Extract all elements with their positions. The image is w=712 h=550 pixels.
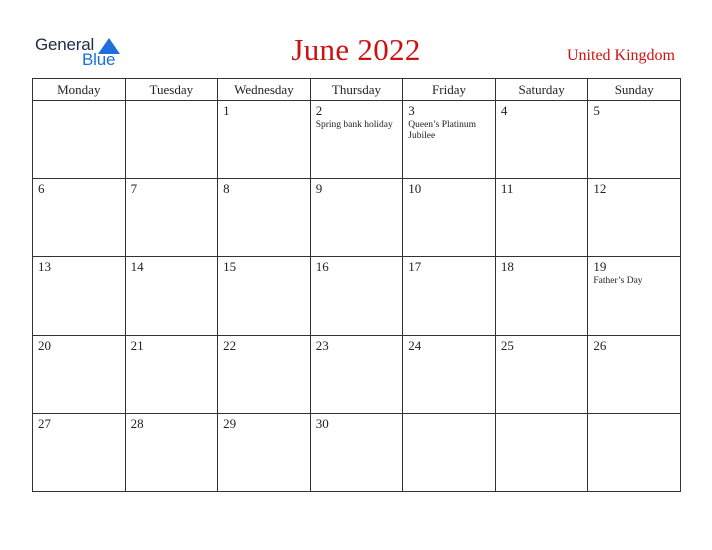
day-number: 15 [223,259,237,275]
calendar-day-cell [310,179,403,257]
day-number: 26 [593,337,607,353]
weekday-header: Sunday [588,79,681,101]
weekday-header: Thursday [310,79,403,101]
day-number: 25 [500,337,514,353]
day-number: 17 [408,259,422,275]
day-number: 2 [315,103,323,118]
calendar-day-cell [588,179,681,257]
day-number: 14 [130,259,144,275]
calendar-day-cell [218,335,311,413]
day-number: 30 [315,415,329,431]
logo-text-blue: Blue [82,50,116,69]
calendar-day-cell [33,335,126,413]
calendar-day-cell [218,179,311,257]
logo-text-general: General [35,35,95,54]
calendar-week-row [33,179,681,257]
calendar-day-cell [403,413,496,491]
day-number: 3 [408,103,415,118]
day-number: 29 [223,415,237,431]
calendar-day-cell [588,413,681,491]
calendar-week-row [33,335,681,413]
holiday-label: Father’s Day [593,276,643,287]
calendar-week-row [33,101,681,179]
day-number: 20 [38,337,51,353]
day-number: 10 [408,181,422,197]
day-number: 21 [130,337,144,353]
day-number: 23 [315,337,329,353]
holiday-label: Spring bank holiday [315,120,393,130]
calendar-day-cell [125,413,218,491]
calendar-day-cell [218,413,311,491]
calendar-day-cell [125,257,218,335]
calendar-day-cell [33,179,126,257]
day-number: 24 [408,337,422,353]
calendar-day-cell [125,179,218,257]
calendar-day-cell [310,335,403,413]
calendar-day-cell [33,413,126,491]
calendar-day-cell [218,257,311,335]
day-number: 22 [223,337,237,353]
calendar-day-cell [403,257,496,335]
day-number: 18 [500,259,514,275]
weekday-header: Monday [33,79,126,101]
calendar-day-cell [495,257,588,335]
calendar-day-cell [310,101,403,179]
day-number: 11 [500,181,514,197]
country-label: United Kingdom [567,47,675,64]
day-number: 7 [130,181,138,197]
calendar-week-row [33,413,681,491]
calendar-day-cell [403,335,496,413]
calendar-grid [32,78,681,492]
calendar-day-cell [495,335,588,413]
calendar-day-cell [33,101,126,179]
calendar-day-cell [33,257,126,335]
weekday-header: Friday [403,79,496,101]
weekday-header: Wednesday [218,79,311,101]
calendar-day-cell [125,335,218,413]
calendar-day-cell [403,101,496,179]
weekday-header: Saturday [495,79,588,101]
calendar-day-cell [125,101,218,179]
day-number: 19 [593,259,607,275]
weekday-header: Tuesday [125,79,218,101]
day-number: 8 [223,181,230,197]
day-number: 4 [500,103,508,118]
day-number: 16 [315,259,329,275]
calendar-day-cell [588,101,681,179]
calendar-day-cell [588,257,681,335]
day-number: 9 [315,181,323,197]
day-number: 5 [593,103,600,118]
calendar-day-cell [218,101,311,179]
calendar-week-row [33,257,681,335]
day-number: 12 [593,181,607,197]
calendar-day-cell [495,179,588,257]
page-title: June 2022 [291,32,421,67]
weekday-header-row [33,79,681,101]
calendar-day-cell [588,335,681,413]
holiday-label: Queen’s Platinum Jubilee [408,120,477,141]
calendar-day-cell [310,413,403,491]
day-number: 28 [130,415,144,431]
day-number: 13 [38,259,51,275]
day-number: 27 [38,415,51,431]
calendar-body [33,101,681,492]
day-number: 1 [223,103,230,118]
day-number: 6 [38,181,45,197]
calendar-day-cell [403,179,496,257]
calendar-day-cell [495,413,588,491]
calendar-day-cell [310,257,403,335]
calendar-day-cell [495,101,588,179]
